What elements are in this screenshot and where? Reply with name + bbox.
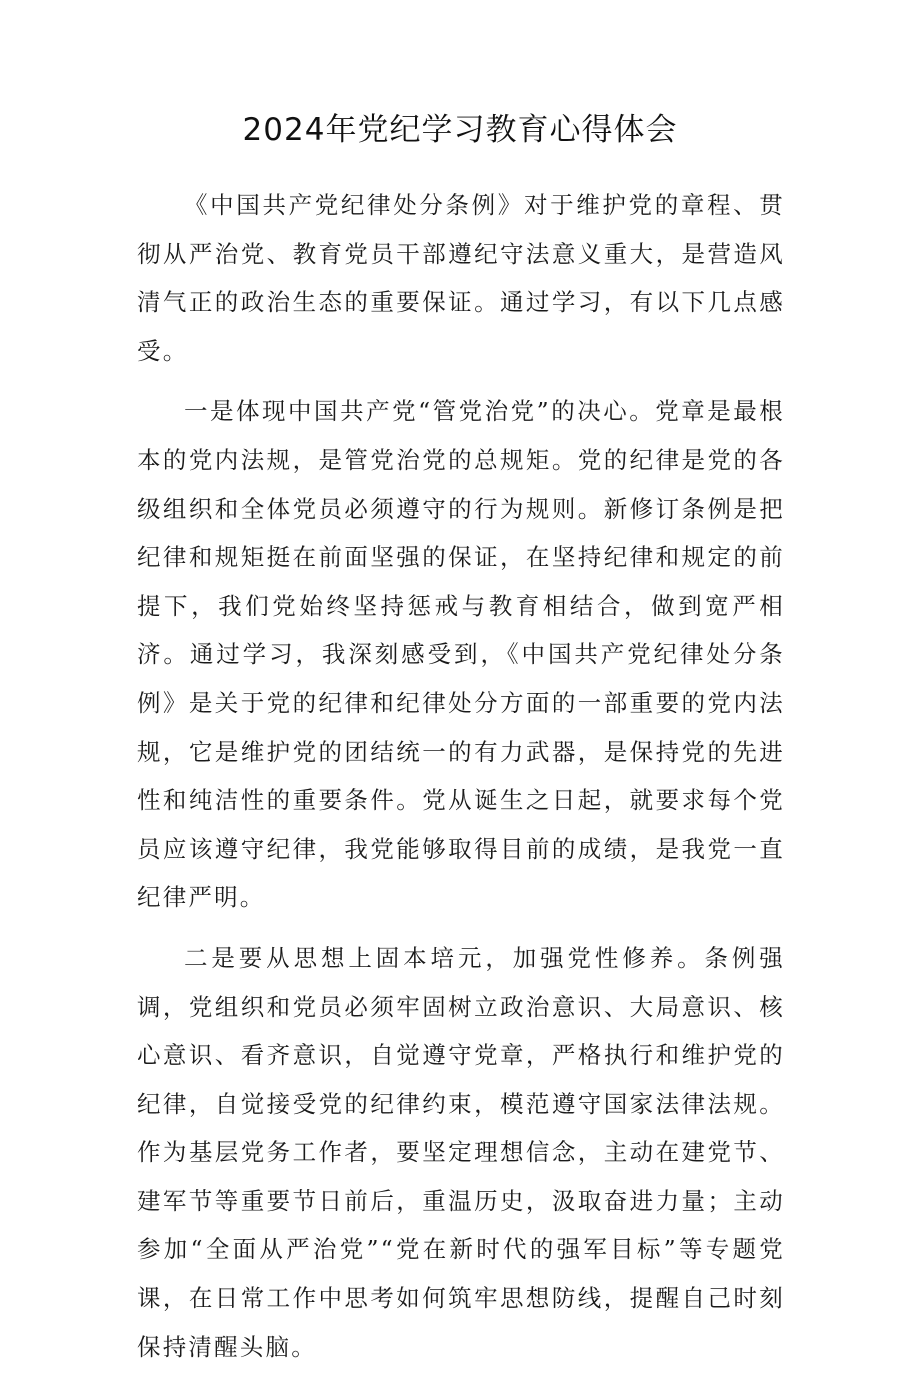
paragraph-intro: 《中国共产党纪律处分条例》对于维护党的章程、贯彻从严治党、教育党员干部遵纪守法意义重大，是营造风清气正的政治生态的重要保证。通过学习，有以下几点感受。	[137, 191, 785, 365]
document-title: 2024年党纪学习教育心得体会	[242, 112, 678, 148]
paragraph-point-one: 一是体现中国共产党“管党治党”的决心。党章是最根本的党内法规，是管党治党的总规矩。党的纪律是党的各级组织和全体党员必须遵守的行为规则。新修订条例是把纪律和规矩挺在前面坚强的保证，在坚持纪律和规定的前提下，我们党始终坚持惩戒与教育相结合，做到宽严相济。通过学习，我深刻感受到，《中国共产党纪律处分条例》是关于党的纪律和纪律处分方面的一部重要的党内法规，它是维护党的团结统一的有力武器，是保持党的先进性和纯洁性的重要条件。党从诞生之日起，就要求每个党员应该遵守纪律，我党能够取得目前的成绩，是我党一直纪律严明。	[137, 397, 785, 912]
paragraph-point-two: 二是要从思想上固本培元，加强党性修养。条例强调，党组织和党员必须牢固树立政治意识、大局意识、核心意识、看齐意识，自觉遵守党章，严格执行和维护党的纪律，自觉接受党的纪律约束，模范遵守国家法律法规。作为基层党务工作者，要坚定理想信念，主动在建党节、建军节等重要节日前后，重温历史，汲取奋进力量；主动参加“全面从严治党”“党在新时代的强军目标”等专题党课，在日常工作中思考如何筑牢思想防线，提醒自己时刻保持清醒头脑。	[137, 943, 785, 1361]
document-body	[137, 181, 785, 1383]
